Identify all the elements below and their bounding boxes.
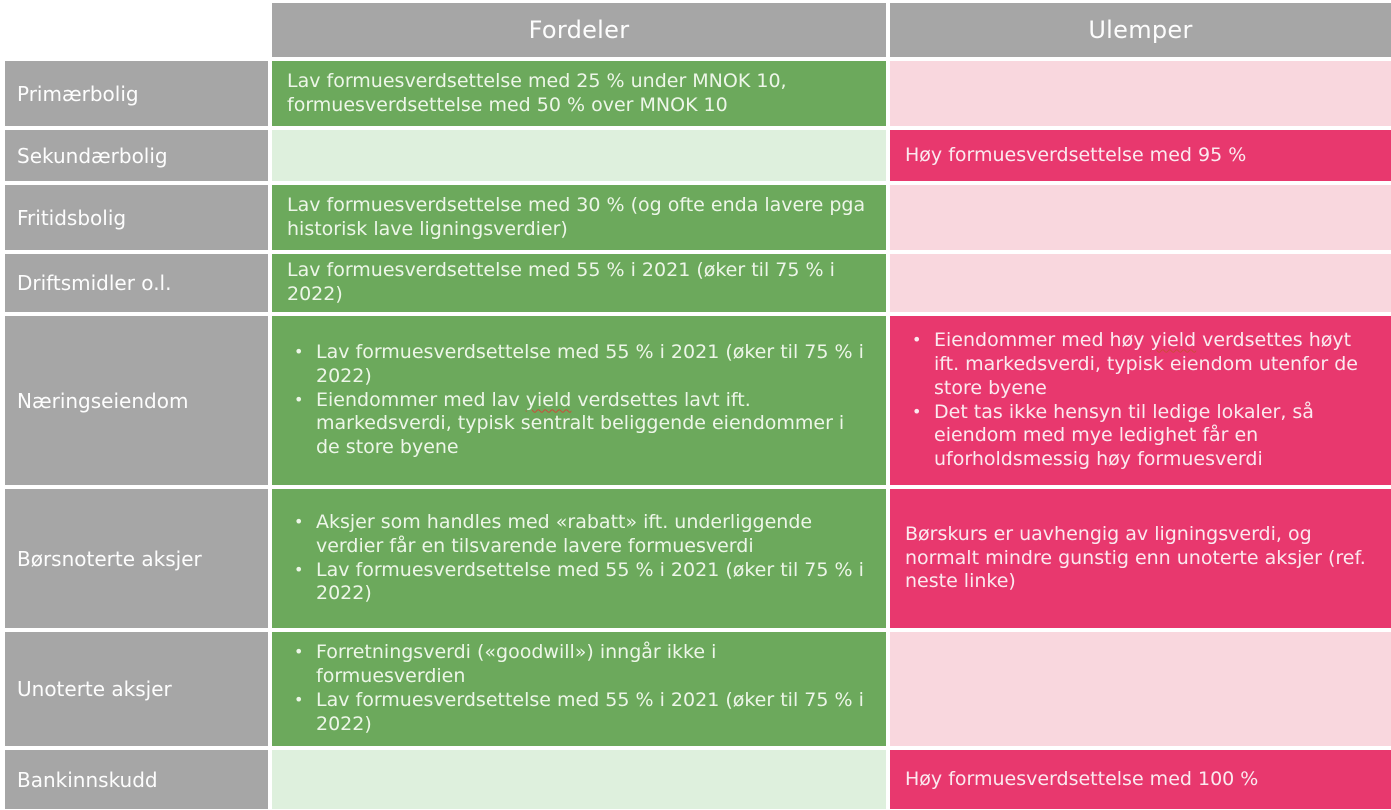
row-label-text: Næringseiendom (17, 388, 189, 413)
cell-naeringseiendom-ulemper (890, 316, 1391, 485)
cell-bankinnskudd-ulemper (890, 750, 1391, 809)
row-label-primaerbolig (5, 61, 268, 126)
header-spacer (5, 3, 268, 57)
bullet-list (287, 341, 871, 461)
row-label-bankinnskudd (5, 750, 268, 809)
row-label-text: Sekundærbolig (17, 143, 168, 168)
column-header-fordeler-label: Fordeler (528, 16, 630, 44)
bullet-item: • Lav formuesverdsettelse med 55 % i 2021 (øker til 75 % i 2022) (287, 689, 871, 737)
row-label-sekundaerbolig (5, 130, 268, 181)
row-label-fritidsbolig (5, 185, 268, 250)
bullet-item: • Lav formuesverdsettelse med 55 % i 2021 (øker til 75 % i 2022) (287, 559, 871, 607)
misspelled-word: yield (525, 388, 572, 411)
cell-borsnoterte-fordeler (272, 489, 886, 628)
bullet-item: • Forretningsverdi («goodwill») inngår ikke i formuesverdien (287, 641, 871, 689)
cell-text: Lav formuesverdsettelse med 25 % under MNOK 10, formuesverdsettelse med 50 % over MNOK 10 (287, 69, 787, 116)
comparison-table (5, 3, 1391, 809)
cell-borsnoterte-ulemper (890, 489, 1391, 628)
bullet-item: • Det tas ikke hensyn til ledige lokaler, så eiendom med mye ledighet får en uforholdsmessig høy formuesverdi (905, 401, 1376, 473)
bullet-item: • Aksjer som handles med «rabatt» ift. underliggende verdier får en tilsvarende lavere formuesverdi (287, 511, 871, 559)
row-label-text: Børsnoterte aksjer (17, 546, 202, 571)
row-label-text: Bankinnskudd (17, 767, 158, 792)
cell-sekundaerbolig-fordeler (272, 130, 886, 181)
cell-text: Høy formuesverdsettelse med 95 % (905, 143, 1247, 166)
cell-sekundaerbolig-ulemper (890, 130, 1391, 181)
row-label-text: Fritidsbolig (17, 205, 127, 230)
misspelled-word: yield (1150, 328, 1197, 351)
row-label-borsnoterte-aksjer (5, 489, 268, 628)
cell-fritidsbolig-fordeler (272, 185, 886, 250)
row-label-text: Driftsmidler o.l. (17, 271, 172, 295)
bullet-item: • Eiendommer med lav yield verdsettes lavt ift. markedsverdi, typisk sentralt beliggende eiendommer i de store byene (287, 389, 871, 461)
bullet-list (905, 329, 1376, 473)
column-header-ulemper (890, 3, 1391, 57)
cell-text: Lav formuesverdsettelse med 30 % (og ofte enda lavere pga historisk lave ligningsverdier) (287, 193, 866, 240)
row-label-text: Unoterte aksjer (17, 677, 172, 701)
cell-text: Høy formuesverdsettelse med 100 % (905, 767, 1259, 790)
cell-driftsmidler-fordeler (272, 254, 886, 312)
cell-text: Børskurs er uavhengig av ligningsverdi, og normalt mindre gunstig enn unoterte aksjer (ref. neste linke) (905, 522, 1366, 593)
row-label-driftsmidler (5, 254, 268, 312)
column-header-ulemper-label: Ulemper (1088, 16, 1193, 44)
cell-unoterte-ulemper (890, 632, 1391, 746)
bullet-list (287, 641, 871, 737)
cell-primaerbolig-fordeler (272, 61, 886, 126)
row-label-unoterte-aksjer (5, 632, 268, 746)
cell-naeringseiendom-fordeler (272, 316, 886, 485)
bullet-item: • Eiendommer med høy yield verdsettes høyt ift. markedsverdi, typisk eiendom utenfor de store byene (905, 329, 1376, 401)
cell-fritidsbolig-ulemper (890, 185, 1391, 250)
cell-primaerbolig-ulemper (890, 61, 1391, 126)
cell-bankinnskudd-fordeler (272, 750, 886, 809)
cell-driftsmidler-ulemper (890, 254, 1391, 312)
bullet-item: • Lav formuesverdsettelse med 55 % i 2021 (øker til 75 % i 2022) (287, 341, 871, 389)
cell-text: Lav formuesverdsettelse med 55 % i 2021 (øker til 75 % i 2022) (287, 259, 835, 305)
bullet-list (287, 511, 871, 607)
cell-unoterte-fordeler (272, 632, 886, 746)
row-label-text: Primærbolig (17, 81, 139, 106)
column-header-fordeler (272, 3, 886, 57)
row-label-naeringseiendom (5, 316, 268, 485)
